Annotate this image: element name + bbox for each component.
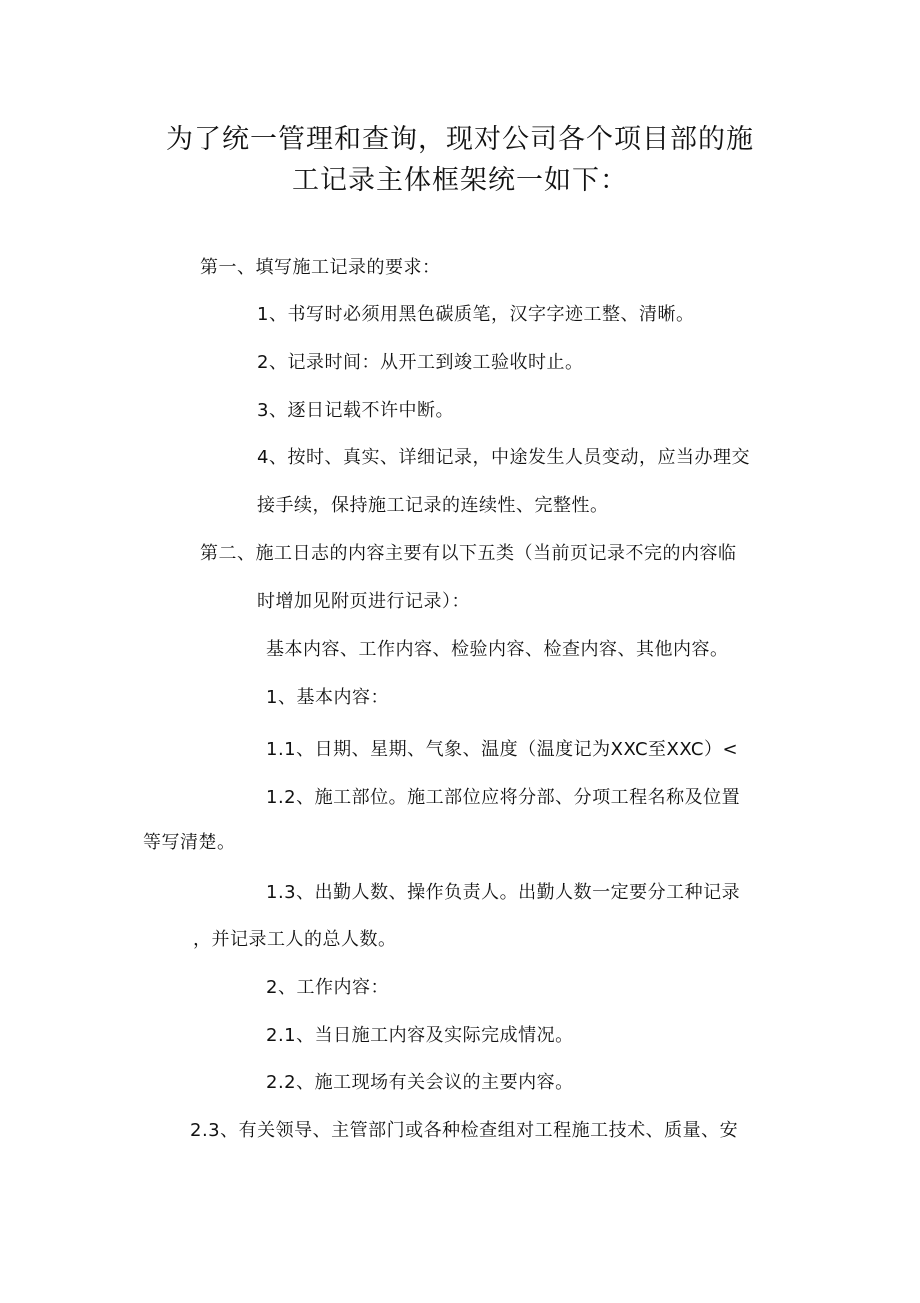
section-2-heading: 第二、施工日志的内容主要有以下五类（当前页记录不完的内容临 (200, 543, 737, 564)
work-content-item-2-3: 2.3、有关领导、主管部门或各种检查组对工程施工技术、质量、安 (190, 1120, 739, 1141)
section-1-item-1: 1、书写时必须用黑色碳质笔，汉字字迹工整、清晰。 (257, 304, 695, 325)
work-content-heading: 2、工作内容： (266, 977, 389, 998)
basic-content-item-1-2: 1.2、施工部位。施工部位应将分部、分项工程名称及位置 (266, 787, 741, 808)
basic-content-item-1-3-continuation: ，并记录工人的总人数。 (193, 929, 397, 950)
section-1-heading: 第一、填写施工记录的要求： (200, 257, 441, 278)
basic-content-item-1-2-continuation: 等写清楚。 (143, 832, 236, 853)
work-content-item-2-1: 2.1、当日施工内容及实际完成情况。 (266, 1025, 574, 1046)
section-2-summary: 基本内容、工作内容、检验内容、检查内容、其他内容。 (266, 639, 729, 660)
section-1-item-4-continuation: 接手续，保持施工记录的连续性、完整性。 (257, 495, 609, 516)
basic-content-heading: 1、基本内容： (266, 687, 389, 708)
section-1-item-3: 3、逐日记载不许中断。 (257, 400, 454, 421)
section-2-heading-continuation: 时增加见附页进行记录）： (257, 591, 470, 612)
section-1-item-2: 2、记录时间：从开工到竣工验收时止。 (257, 352, 584, 373)
work-content-item-2-2: 2.2、施工现场有关会议的主要内容。 (266, 1072, 574, 1093)
section-1-item-4: 4、按时、真实、详细记录，中途发生人员变动，应当办理交 (257, 447, 750, 468)
document-title-line-1: 为了统一管理和查询，现对公司各个项目部的施 (166, 124, 754, 155)
document-title-line-2: 工记录主体框架统一如下： (292, 165, 628, 196)
basic-content-item-1-1: 1.1、日期、星期、气象、温度（温度记为XXC至XXC）< (266, 739, 739, 760)
basic-content-item-1-3: 1.3、出勤人数、操作负责人。出勤人数一定要分工种记录 (266, 882, 741, 903)
